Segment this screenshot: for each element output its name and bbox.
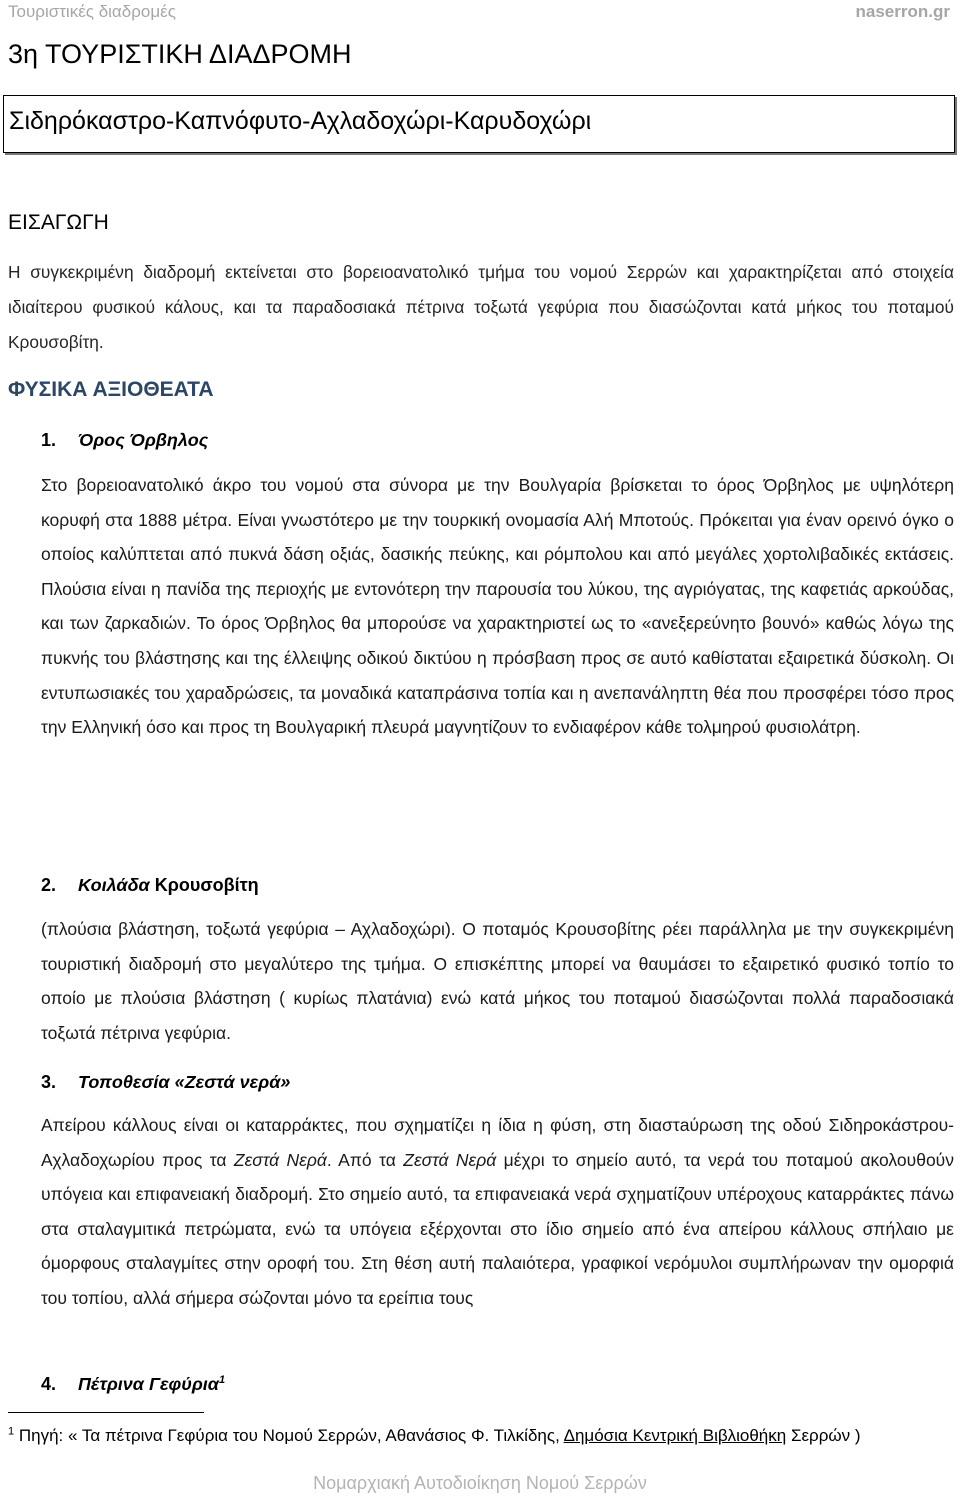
item-2-title-italic: Κοιλάδα — [78, 875, 150, 895]
item-2-number: 2. — [41, 875, 57, 895]
item-2-paragraph: (πλούσια βλάστηση, τοξωτά γεφύρια – Αχλαδοχώρι). Ο ποταμός Κρουσοβίτης ρέει παράλληλα με την συγκεκριμένη τουριστική διαδρομή στο μεγαλύτερο της τμήμα. Ο επισκέπτης μπορεί να θαυμάσει το εξαιρετικό φυσικό τοπίο το οποίο με πλούσια βλάστηση ( κυρίως πλατάνια) ενώ κατά μήκος του ποταμού διασώζονται πολλά παραδοσιακά τοξωτά πέτρινα γεφύρια. — [41, 919, 954, 1043]
item-2-heading — [41, 875, 259, 896]
item-1-heading — [41, 430, 208, 451]
intro-paragraph: Η συγκεκριμένη διαδρομή εκτείνεται στο βορειοανατολικό τμήμα του νομού Σερρών και χαρακτηρίζεται από στοιχεία ιδιαίτερου φυσικού κάλους, και τα παραδοσιακά πέτρινα τοξωτά γεφύρια που διασώζονται κατά μήκος του ποταμού Κρουσοβίτη. — [8, 262, 954, 352]
item-4-title: Πέτρινα Γεφύρια — [78, 1374, 219, 1394]
item-2-title-plain: Κρουσοβίτη — [149, 875, 259, 895]
header-site-name: naserron.gr — [855, 2, 950, 21]
item-3-place-name: Ζεστά Νερά — [233, 1149, 327, 1170]
footnote-mark: 1 — [8, 1425, 15, 1438]
item-4-heading — [41, 1374, 225, 1395]
footnote-text: Πηγή: « Τα πέτρινα Γεφύρια του Νομού Σερρών, Αθανάσιος Φ. Τιλκίδης, — [14, 1426, 564, 1445]
item-4-number: 4. — [41, 1374, 57, 1394]
item-1-title: Όρος Όρβηλος — [78, 430, 209, 450]
subtitle-box — [3, 95, 955, 153]
item-3-text-part: . Από τα — [326, 1149, 404, 1170]
item-3-text-part: μέχρι το σημείο αυτό, τα νερά του ποταμού ακολουθούν υπόγεια και επιφανειακή διαδρομή. Στο σημείο αυτό, τα επιφανειακά νερά σχηματίζουν υπέροχους καταρράκτες πάνω στα σταλαγμιτικά πετρώματα, ενώ τα υπόγεια εξέρχονται στο ίδιο σημείο από ένα απείρου κάλλους σπήλαιο με όμορφους σταλαγμίτες στην οροφή του. Στη θέση αυτή παλαιότερα, γραφικοί νερόμυλοι συμπλήρωναν την ομορφιά του τοπίου, αλλά σήμερα σώζονται μόνο τα ερείπια τους — [41, 1149, 955, 1308]
intro-heading: ΕΙΣΑΓΩΓΗ — [8, 211, 109, 234]
item-3-title: Τοποθεσία «Ζεστά νερά» — [78, 1072, 291, 1092]
item-3-place-name: Ζεστά Νερά — [403, 1149, 497, 1170]
footnote-divider — [8, 1412, 204, 1413]
item-3-heading — [41, 1072, 290, 1093]
item-3-paragraph — [41, 1108, 954, 1316]
footnote-library-link[interactable]: Δημόσια Κεντρική Βιβλιοθήκη — [563, 1426, 787, 1445]
page-footer: Νομαρχιακή Αυτοδιοίκηση Νομού Σερρών — [313, 1473, 647, 1493]
sights-heading: ΦΥΣΙΚΑ ΑΞΙΟΘΕΑΤΑ — [8, 378, 214, 401]
footnote-ref[interactable]: 1 — [218, 1374, 226, 1386]
item-1-number: 1. — [41, 430, 57, 450]
item-3-number: 3. — [41, 1072, 57, 1092]
footnote — [8, 1425, 948, 1447]
route-subtitle: Σιδηρόκαστρο-Καπνόφυτο-Αχλαδοχώρι-Καρυδοχώρι — [9, 107, 592, 135]
header-section-label: Τουριστικές διαδρομές — [8, 2, 176, 21]
item-1-paragraph: Στο βορειοανατολικό άκρο του νομού στα σύνορα με την Βουλγαρία βρίσκεται το όρος Όρβηλος με υψηλότερη κορυφή στα 1888 μέτρα. Είναι γνωστότερο με την τουρκική ονομασία Αλή Μποτούς. Πρόκειται για έναν ορεινό όγκο ο οποίος καλύπτεται από πυκνά δάση οξιάς, δασικής πεύκης, και ρόμπολου και από μεγάλες χορτολιβαδικές εκτάσεις. Πλούσια είναι η πανίδα της περιοχής με εντονότερη την παρουσία του λύκου, της αγριόγατας, της καφετιάς αρκούδας, και των ζαρκαδιών. Το όρος Όρβηλος θα μπορούσε να χαρακτηριστεί ως το «ανεξερεύνητο βουνό» καθώς λόγω της πυκνής του βλάστησης και της έλλειψης οδικού δικτύου η πρόσβαση προς σε αυτό καθίσταται εξαιρετικά δύσκολη. Οι εντυπωσιακές του χαραδρώσεις, τα μοναδικά καταπράσινα τοπία και η ανεπανάληπτη θέα που προσφέρει τόσο προς την Ελληνική όσο και προς τη Βουλγαρική πλευρά μαγνητίζουν το ενδιαφέρον κάθε τολμηρού φυσιολάτρη. — [41, 475, 954, 738]
item-3-text-part: Απείρου κάλλους είναι οι καταρράκτες, που σχηματίζει η ίδια η φύση, στη διαστaύρωση της οδού Σιδηροκάστρου- Αχλαδοχωρίου προς τα — [41, 1115, 954, 1170]
footnote-text: Σερρών ) — [786, 1426, 861, 1445]
page-title: 3η ΤΟΥΡΙΣΤΙΚΗ ΔΙΑΔΡΟΜΗ — [8, 39, 352, 69]
